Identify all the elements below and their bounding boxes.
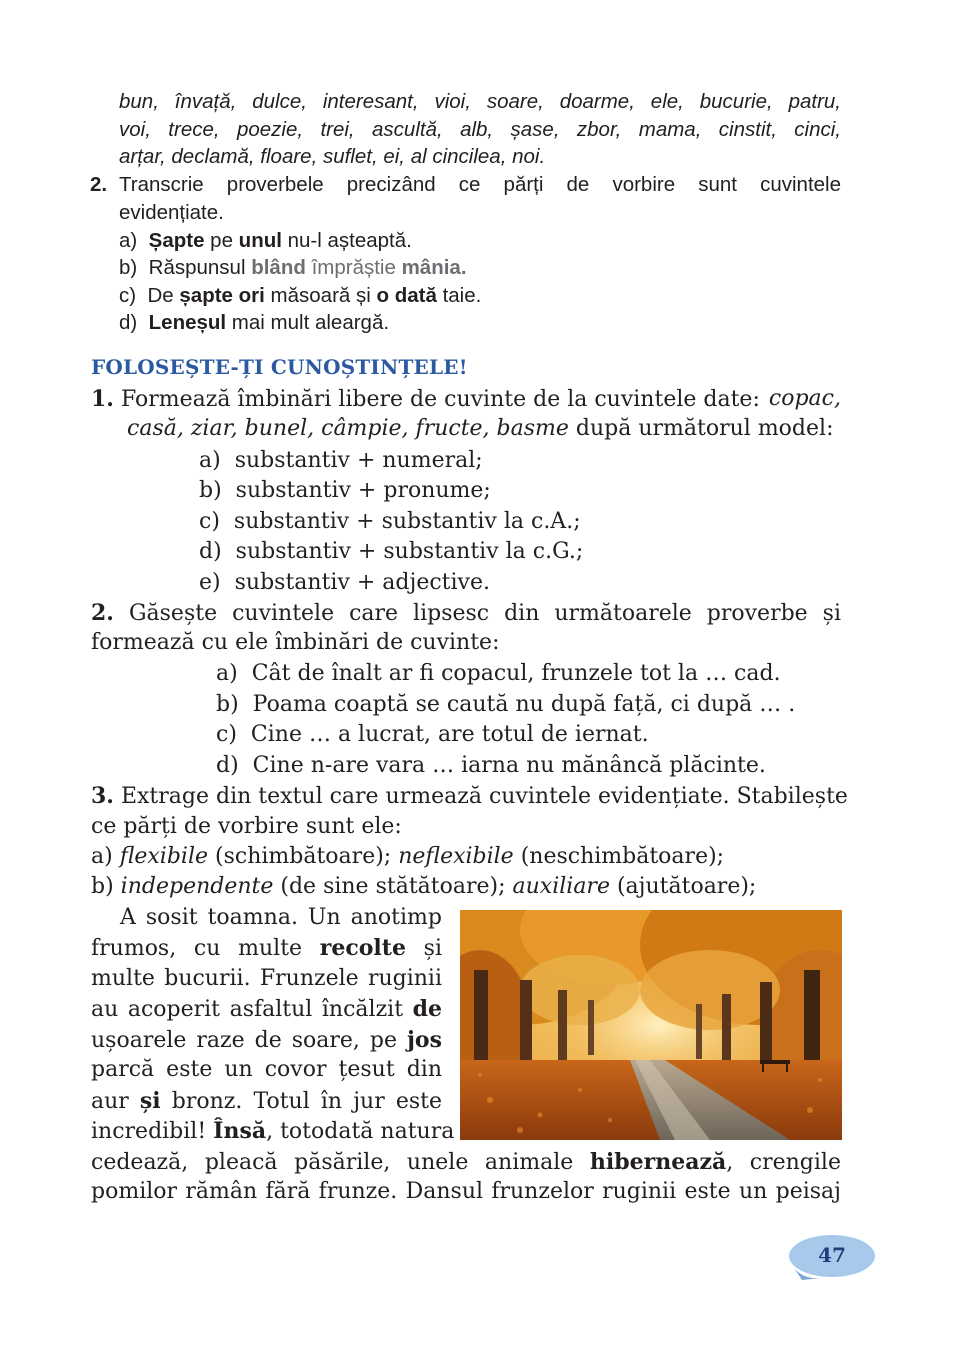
task-1-item-c: c) substantiv + substantiv la c.A.; [199,509,581,534]
task-2-item-d: d) Cine n-are vara … iarna nu mănâncă plăcinte. [216,753,766,778]
word-list-line-2: voi, trece, poezie, trei, ascultă, alb, șase, zbor, mama, cinstit, cinci, [119,118,841,141]
task-3-option-a: a) flexibile (schimbătoare); neflexibile (neschimbătoare); [91,844,725,869]
proverb-d: d) Leneșul mai mult aleargă. [119,311,390,334]
story-line-4: au acoperit asfaltul încălzit de [91,996,442,1022]
task-2-line-1: 2. Găsește cuvintele care lipsesc din următoarele proverbe și [91,600,841,626]
exercise-2-instruction-line-2: evidențiate. [119,201,224,224]
story-line-1: A sosit toamna. Un anotimp [120,905,442,930]
story-line-5: ușoarele raze de soare, pe jos [91,1027,442,1053]
task-1-item-b: b) substantiv + pronume; [199,478,491,503]
proverb-b: b) Răspunsul blând împrăștie mânia. [119,256,467,279]
story-line-7: aur și bronz. Totul în jur este [91,1088,442,1114]
task-1-line-1: 1. Formează îmbinări libere de cuvinte de la cuvintele date: copac, [91,386,841,412]
task-3-line-2: ce părți de vorbire sunt ele: [91,814,402,839]
task-2-item-b: b) Poama coaptă se caută nu după față, ci după … . [216,692,796,717]
task-3-option-b: b) independente (de sine stătătoare); auxiliare (ajutătoare); [91,874,757,899]
section-heading: FOLOSEȘTE-ȚI CUNOȘTINȚELE! [91,355,468,379]
task-1-item-a: a) substantiv + numeral; [199,448,483,473]
task-3-line-1: 3. Extrage din textul care urmează cuvintele evidențiate. Stabilește [91,783,848,809]
story-line-2: frumos, cu multe recolte și [91,935,442,961]
word-list-line-1: bun, învață, dulce, interesant, vioi, soare, doarme, ele, bucurie, patru, [119,90,841,113]
task-2-line-2: formează cu ele îmbinări de cuvinte: [91,630,500,655]
story-line-9: cedează, pleacă păsările, unele animale hibernează, crengile [91,1149,841,1175]
story-line-3: multe bucurii. Frunzele ruginii [91,966,442,991]
page-number: 47 [818,1243,846,1267]
exercise-2-number: 2. [90,173,108,196]
task-1-item-e: e) substantiv + adjective. [199,570,490,595]
task-1-line-2: casă, ziar, bunel, câmpie, fructe, basme după următorul model: [127,416,834,441]
proverb-a: a) Șapte pe unul nu-l așteaptă. [119,229,412,252]
task-2-item-c: c) Cine … a lucrat, are totul de iernat. [216,722,649,747]
story-line-10: pomilor rămân fără frunze. Dansul frunzelor ruginii este un peisaj [91,1179,841,1204]
word-list-line-3: arțar, declamă, floare, suflet, ei, al cincilea, noi. [119,145,546,168]
exercise-2-instruction-line-1: Transcrie proverbele precizând ce părți de vorbire sunt cuvintele [119,173,841,196]
autumn-park-photo [460,910,842,1140]
story-line-6: parcă este un covor țesut din [91,1057,442,1082]
task-1-item-d: d) substantiv + substantiv la c.G.; [199,539,584,564]
page-number-badge [782,1232,876,1282]
task-2-item-a: a) Cât de înalt ar fi copacul, frunzele tot la … cad. [216,661,781,686]
proverb-c: c) De șapte ori măsoară și o dată taie. [119,284,482,307]
story-line-8: incredibil! Însă, totodată natura [91,1118,455,1144]
